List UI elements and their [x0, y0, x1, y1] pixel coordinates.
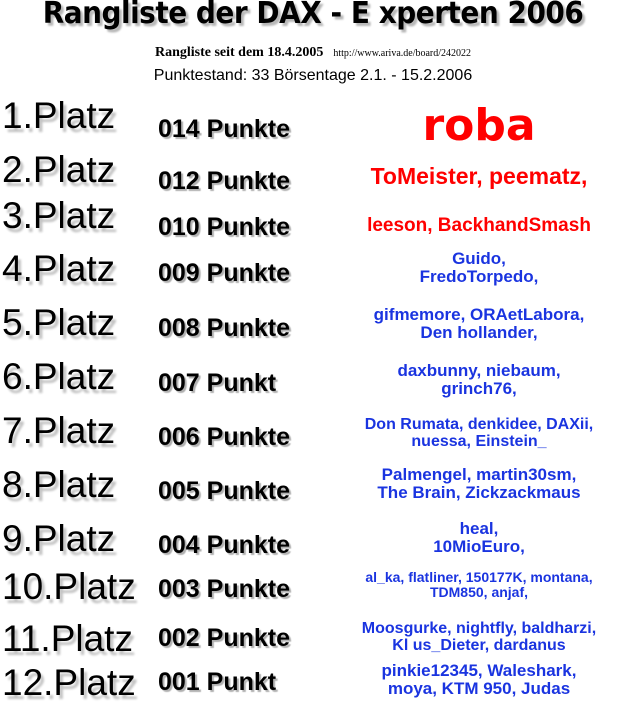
player-name-line: Palmengel, martin30sm,	[381, 465, 577, 484]
place-label: 1.Platz	[2, 95, 116, 136]
player-name-line: Don Rumata, denkidee, DAXii,	[364, 416, 594, 433]
points-label: 001 Punkt	[158, 668, 277, 696]
place-label: 3.Platz	[2, 195, 116, 236]
player-names	[336, 164, 622, 189]
player-name-line: pinkie12345, Waleshark,	[381, 661, 577, 680]
points-label: 008 Punkte	[158, 314, 291, 342]
place-label: 8.Platz	[2, 464, 116, 505]
player-names	[336, 570, 622, 600]
player-name-line: ToMeister, peematz,	[370, 163, 588, 189]
player-names	[336, 306, 622, 343]
player-name-line: Guido,	[452, 249, 506, 268]
player-name-line: 10MioEuro,	[433, 537, 525, 557]
points-label: 009 Punkte	[158, 259, 291, 287]
player-names	[336, 100, 622, 151]
source-line	[0, 43, 626, 61]
player-name-line: TDM850, anjaf,	[429, 584, 529, 601]
player-name-line: The Brain, Zickzackmaus	[377, 483, 581, 503]
player-name-line: roba	[422, 100, 536, 151]
player-names	[336, 362, 622, 399]
place-label: 10.Platz	[2, 566, 136, 607]
place-label: 11.Platz	[2, 618, 133, 659]
place-label: 9.Platz	[2, 518, 116, 559]
player-name-line: al_ka, flatliner, 150177K, montana,	[365, 569, 593, 585]
points-label: 003 Punkte	[158, 575, 291, 603]
score-status: Punktestand: 33 Börsentage 2.1. - 15.2.2006	[153, 67, 473, 84]
place-label: 12.Platz	[2, 662, 136, 703]
player-names	[336, 520, 622, 557]
player-names	[336, 466, 622, 503]
player-name-line: nuessa, Einstein_	[411, 433, 547, 451]
points-label: 005 Punkte	[158, 477, 291, 505]
player-names	[336, 250, 622, 287]
player-name-line: heal,	[459, 519, 499, 538]
player-name-line: gifmemore, ORAetLabora,	[373, 305, 585, 324]
points-label: 002 Punkte	[158, 624, 291, 652]
player-name-line: moya, KTM 950, Judas	[387, 679, 571, 699]
player-name-line: Den hollander,	[420, 323, 538, 343]
player-name-line: grinch76,	[441, 379, 517, 399]
player-name-line: Moosgurke, nightfly, baldharzi,	[361, 620, 597, 637]
player-name-line: leeson, BackhandSmash	[367, 215, 591, 236]
ranking-since-text: Rangliste seit dem 18.4.2005	[154, 45, 324, 60]
board-url: http://www.ariva.de/board/242022	[333, 48, 472, 59]
place-label: 7.Platz	[2, 410, 116, 451]
player-name-line: daxbunny, niebaum,	[397, 361, 561, 380]
player-name-line: Kl us_Dieter, dardanus	[392, 637, 566, 655]
player-name-line: FredoTorpedo,	[419, 267, 539, 287]
place-label: 6.Platz	[2, 356, 116, 397]
player-names	[336, 662, 622, 699]
points-label: 010 Punkte	[158, 213, 291, 241]
player-names	[336, 620, 622, 655]
page-title: Rangliste der DAX - E xperten 2006	[42, 0, 584, 31]
points-label: 007 Punkt	[158, 369, 277, 397]
player-names	[336, 416, 622, 451]
place-label: 2.Platz	[2, 149, 116, 190]
player-names	[336, 216, 622, 237]
points-label: 012 Punkte	[158, 167, 291, 195]
place-label: 5.Platz	[2, 302, 116, 343]
place-label: 4.Platz	[2, 248, 116, 289]
points-label: 006 Punkte	[158, 423, 291, 451]
points-label: 004 Punkte	[158, 531, 291, 559]
points-label: 014 Punkte	[158, 115, 291, 143]
